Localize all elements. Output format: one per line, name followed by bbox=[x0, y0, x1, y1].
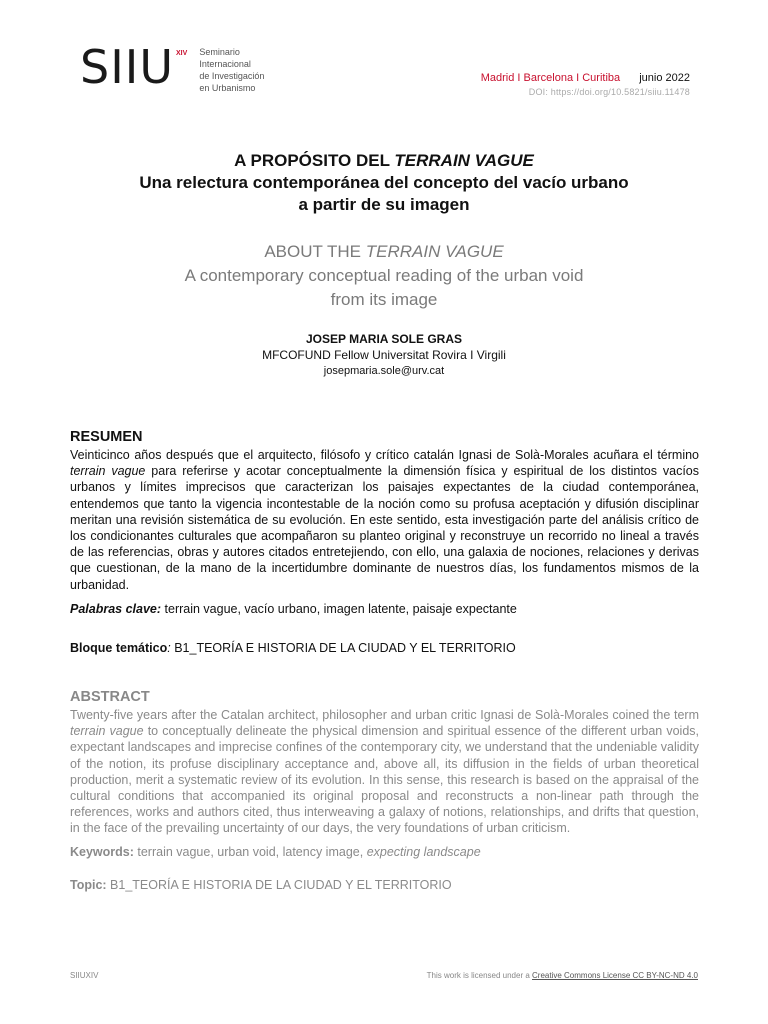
footer-license bbox=[427, 971, 698, 980]
bloque-tematico-value: B1_TEORÍA E HISTORIA DE LA CIUDAD Y EL TERRITORIO bbox=[170, 641, 516, 655]
title-spanish bbox=[0, 150, 768, 216]
title-english bbox=[0, 240, 768, 312]
logo-subtitle-line: en Urbanismo bbox=[199, 83, 256, 93]
logo-subtitle-line: de Investigación bbox=[199, 71, 265, 81]
palabras-clave bbox=[70, 601, 699, 617]
resumen-text-2: para referirse y acotar conceptualmente la dimensión física y espiritual de los distintos vacíos urbanos y límites imprecisos que caracterizan los paisajes expectantes de la ciudad contemporánea, entendemos que tanto la vigencia incontestable de la noción como su profusa aceptación y difusión disciplinar meritan una revisión sistemática de su evolución. En este sentido, esta investigación parte del análisis crítico de los condicionantes culturales que acompañaron su planteo original y reconstruye un recorrido no lineal a través de las referencias, obras y autores citados entretejiendo, con ello, una galaxia de nociones, relaciones y derivas que cuestionan, de la mano de la incertidumbre dominante de nuestros días, los fundamentos mismos de la urbanidad. bbox=[70, 464, 699, 592]
keywords-italic: expecting landscape bbox=[366, 845, 481, 859]
logo-superscript: XIV bbox=[176, 50, 188, 57]
title-en-line2: A contemporary conceptual reading of the urban void bbox=[184, 266, 584, 285]
palabras-clave-values: terrain vague, vacío urbano, imagen latente, paisaje expectante bbox=[161, 602, 517, 616]
author-email[interactable]: josepmaria.sole@urv.cat bbox=[323, 365, 445, 377]
keywords-values: terrain vague, urban void, latency image, bbox=[133, 845, 367, 859]
abstract-paragraph bbox=[70, 707, 699, 837]
title-es-line3: a partir de su imagen bbox=[298, 195, 470, 214]
topic-value: B1_TEORÍA E HISTORIA DE LA CIUDAD Y EL TERRITORIO bbox=[106, 878, 452, 892]
author-block bbox=[0, 331, 768, 379]
license-link[interactable]: Creative Commons License CC BY-NC-ND 4.0 bbox=[532, 971, 698, 980]
keywords bbox=[70, 844, 699, 860]
bloque-tematico bbox=[70, 640, 699, 656]
abstract-text-1: Twenty-five years after the Catalan architect, philosopher and urban critic Ignasi de Solà-Morales coined the term bbox=[70, 708, 699, 722]
logo-subtitle bbox=[199, 46, 264, 94]
title-en-prefix: ABOUT THE bbox=[264, 242, 366, 261]
license-text: This work is licensed under a bbox=[426, 971, 533, 980]
topic-label: Topic: bbox=[70, 878, 107, 892]
resumen-italic: terrain vague bbox=[70, 464, 146, 479]
doi-link[interactable]: DOI: https://doi.org/10.5821/siiu.11478 bbox=[528, 87, 690, 97]
resumen-paragraph bbox=[70, 447, 699, 593]
bloque-tematico-colon: : bbox=[167, 641, 171, 655]
logo-subtitle-line: Internacional bbox=[199, 59, 251, 69]
footer-label: SIIUXIV bbox=[70, 971, 99, 980]
title-es-italic: TERRAIN VAGUE bbox=[394, 151, 534, 170]
logo-subtitle-line: Seminario bbox=[199, 47, 240, 57]
author-name: JOSEP MARIA SOLE GRAS bbox=[305, 332, 463, 346]
resumen-heading: RESUMEN bbox=[70, 429, 143, 445]
title-en-italic: TERRAIN VAGUE bbox=[365, 242, 504, 261]
title-es-line2: Una relectura contemporánea del concepto del vacío urbano bbox=[139, 173, 629, 192]
conference-cities: Madrid I Barcelona I Curitiba bbox=[480, 72, 621, 84]
palabras-clave-label: Palabras clave: bbox=[70, 602, 162, 616]
title-es-prefix: A PROPÓSITO DEL bbox=[234, 151, 395, 170]
siiu-logo bbox=[80, 40, 265, 94]
abstract-italic: terrain vague bbox=[70, 724, 144, 739]
topic bbox=[70, 877, 699, 893]
abstract-heading: ABSTRACT bbox=[70, 689, 150, 705]
logo-mark: SIIU bbox=[80, 40, 175, 94]
resumen-text-1: Veinticinco años después que el arquitecto, filósofo y crítico catalán Ignasi de Solà-Morales acuñara el término bbox=[70, 448, 699, 462]
keywords-label: Keywords: bbox=[70, 845, 134, 859]
conference-date: junio 2022 bbox=[639, 72, 690, 84]
bloque-tematico-label: Bloque temático bbox=[70, 641, 168, 655]
header-info bbox=[481, 72, 690, 97]
author-affiliation: MFCOFUND Fellow Universitat Rovira I Virgili bbox=[262, 348, 506, 362]
title-en-line3: from its image bbox=[330, 290, 438, 309]
abstract-text-2: to conceptually delineate the physical dimension and spiritual essence of the different urban voids, expectant landscapes and imprecise confines of the contemporary city, we understand that the undeniable validity of the notion, its profuse disciplinary acceptance and, above all, its diffusion in the fields of urban theoretical production, merit a systematic review of its evolution. In this sense, this research is based on the appraisal of the cultural conditions that accompanied its original proposal and reconstructs a non-linear path through the references, works and authors cited, thus interweaving a galaxy of notions, relationships, and drifts that question, in the face of the prevailing uncertainty of our days, the very foundations of urban criticism. bbox=[70, 724, 699, 836]
